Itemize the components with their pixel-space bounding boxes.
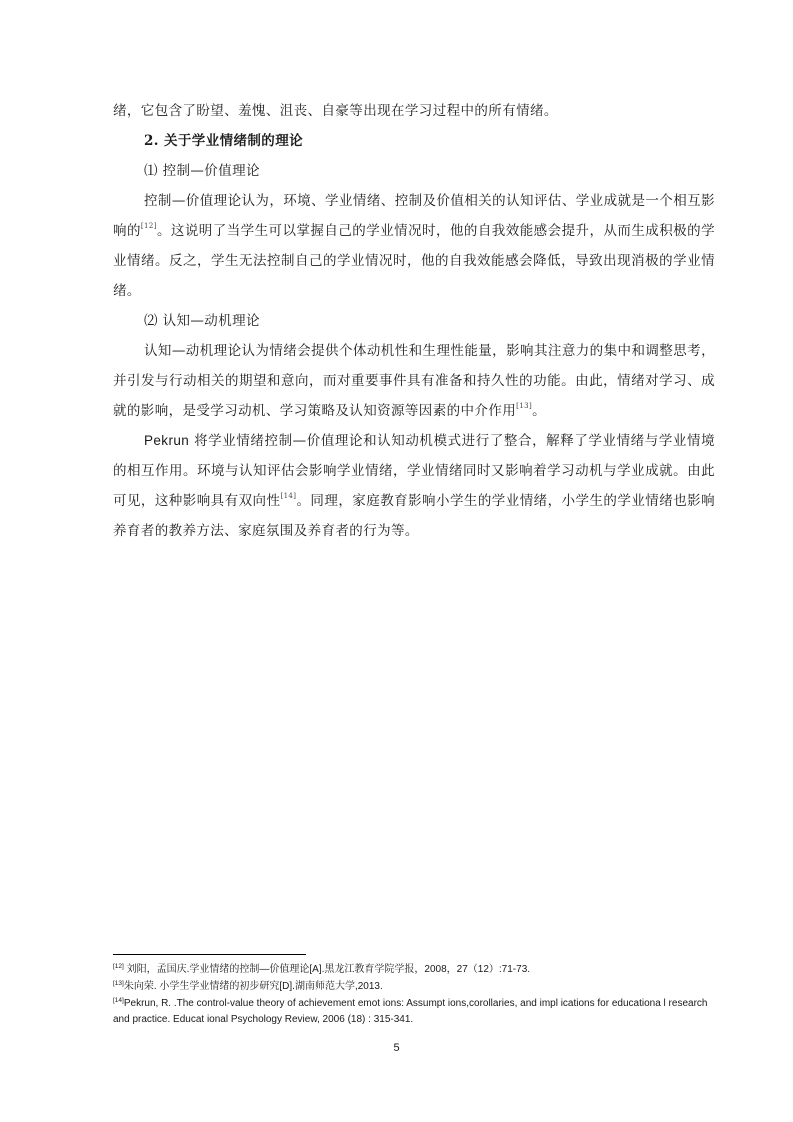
section-heading: 2. 关于学业情绪制的理论 [144,133,303,149]
paragraph-text: 。 [532,403,546,419]
paragraph-pekrun [113,426,715,546]
paragraph-text: 将学业情绪控制—价值理论和认知动机模式进行了整合，解释了学业情绪与学业情境的相互作用。环境与认知评估会影响学业情绪，学业情绪同时又影响着学习动机与学业成就。由此可见，这种影响具有双向性 [113,433,715,509]
paragraph-text: 控制—价值理论认为，环境、学业情绪、控制及价值相关的认知评估、学业成就是一个相互影响的 [113,193,715,239]
author-name: Pekrun [144,433,190,448]
footnote-divider [113,954,306,955]
footnote [113,962,721,978]
citation-ref-12: [12] [140,222,157,230]
paragraph-text: 认知—动机理论认为情绪会提供个体动机性和生理性能量，影响其注意力的集中和调整思考，并引发与行动相关的期望和意向，而对重要事件具有准备和持久性的功能。由此，情绪对学习、成就的影响，是受学习动机、学习策略及认知资源等因素的中介作用 [113,343,715,419]
page-number: 5 [393,1042,400,1054]
subsection-heading-1: ⑴ 控制—价值理论 [144,163,260,179]
footnotes [113,962,721,1029]
citation-ref-13: [13] [516,402,533,410]
paragraph-text: 。这说明了当学生可以掌握自己的学业情况时，他的自我效能感会提升，从而生成积极的学业情绪。反之，学生无法控制自己的学业情况时，他的自我效能感会降低，导致出现消极的学业情绪。 [113,223,715,299]
paragraph-text: 。同理，家庭教育影响小学生的学业情绪，小学生的学业情绪也影响养育者的教养方法、家庭氛围及养育者的行为等。 [113,493,715,539]
footnote-text: 刘阳，孟国庆.学业情绪的控制—价值理论[A].黑龙江教育学院学报，2008，27（12）:71-73. [123,964,531,975]
footnote-text: Pekrun, R. .The control-value theory of achievement emot ions: Assumpt ions,corollaries, and impl ications for educationa l research and practice. Educat ional Psychology Review, 2006 (18) : 315-341. [113,998,708,1025]
paragraph-control-value [113,186,715,306]
footnote [113,996,721,1028]
footnote-mark: [14] [113,997,124,1004]
paragraph-continuation: 绪，它包含了盼望、羞愧、沮丧、自豪等出现在学习过程中的所有情绪。 [113,103,558,119]
footnote-mark: [12] [113,963,124,970]
footnote-mark: [13] [113,980,124,987]
paragraph-cognitive-motivation [113,336,715,426]
subsection-heading-2: ⑵ 认知—动机理论 [144,313,260,329]
citation-ref-14: [14] [280,492,297,500]
body-text [113,96,715,546]
footnote-text: 朱向荣. 小学生学业情绪的初步研究[D].湖南师范大学,2013. [123,981,383,992]
footnote [113,979,721,995]
